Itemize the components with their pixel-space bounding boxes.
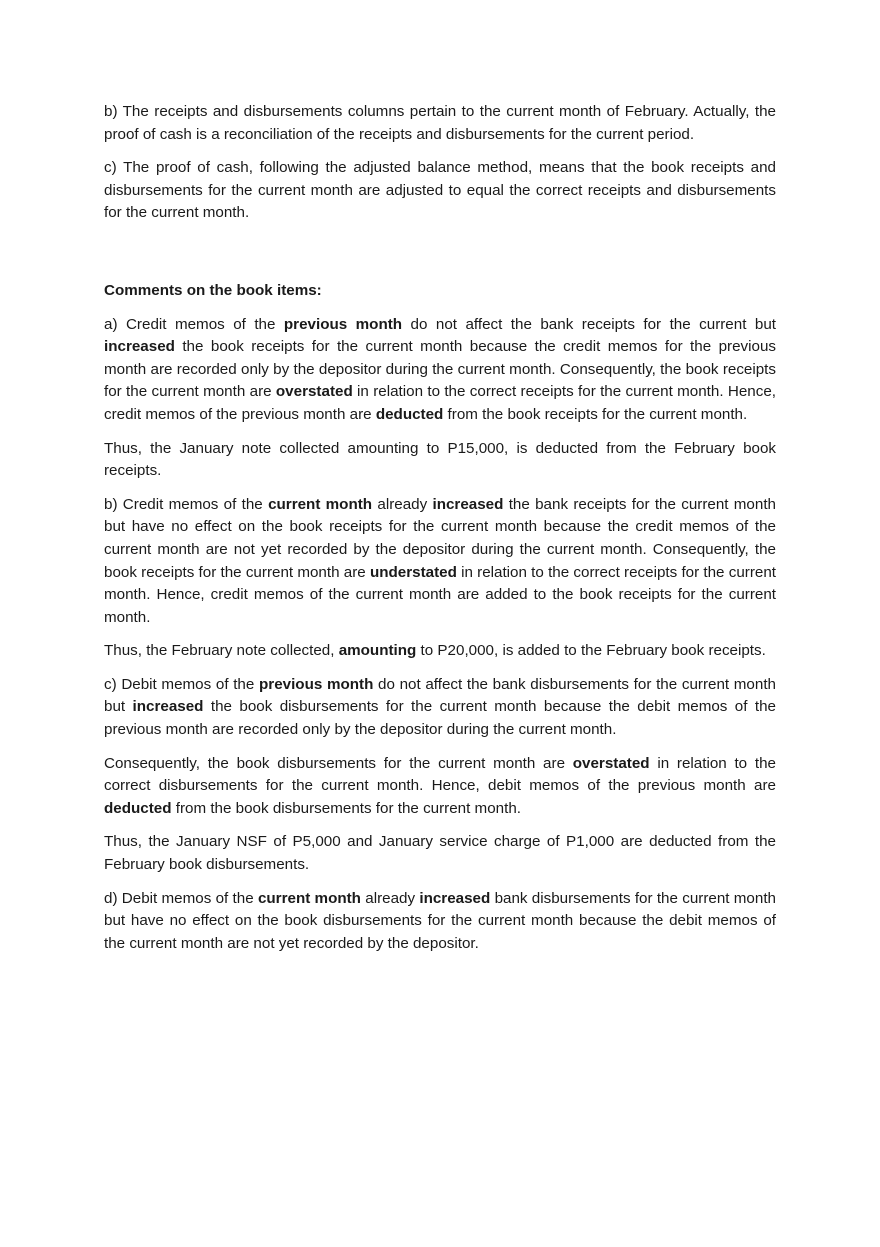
text-segment: a) Credit memos of the xyxy=(104,315,284,333)
comment-paragraph-2 xyxy=(104,438,776,483)
bold-term: increased xyxy=(104,338,175,356)
text-segment: the book disbursements for the current month because the debit memos of the previous month are recorded only by the depositor during the current month. xyxy=(104,698,776,739)
section-heading: Comments on the book items: xyxy=(104,281,322,299)
text-segment: to P20,000, is added to the February book receipts. xyxy=(416,642,766,660)
text-segment: in relation to the correct disbursements for the current month. Hence, debit memos of the previous month are xyxy=(104,754,776,795)
text-segment: the book receipts for the current month because the credit memos for the previous month are recorded only by the depositor during the current month. Consequently, the book receipts for the current month are xyxy=(104,338,776,401)
bold-term: current month xyxy=(257,889,361,907)
bold-term: deducted xyxy=(375,405,444,423)
bold-term: overstated xyxy=(275,383,353,401)
intro-paragraph-2 xyxy=(104,157,776,225)
text-segment: from the book receipts for the current month. xyxy=(443,405,748,423)
intro-paragraph-1 xyxy=(104,101,776,146)
text-segment: in relation to the correct receipts for the current month. Hence, credit memos of the previous month are xyxy=(104,383,776,423)
text-segment: already xyxy=(360,889,420,907)
text-segment: c) Debit memos of the xyxy=(104,675,259,693)
comment-paragraph-7 xyxy=(104,831,776,876)
comment-paragraph-8 xyxy=(104,888,776,956)
bold-term: understated xyxy=(369,563,457,581)
text-segment: already xyxy=(372,495,433,513)
text-segment: d) Debit memos of the xyxy=(104,889,258,907)
bold-term: current month xyxy=(268,495,373,513)
text-segment: do not affect the bank disbursements for the current month but xyxy=(104,675,776,716)
text-segment: bank disbursements for the current month but have no effect on the book disbursements for the current month because the debit memos of the current month are not yet recorded by the depositor. xyxy=(104,889,776,952)
comment-paragraph-1 xyxy=(104,314,776,427)
bold-term: increased xyxy=(432,495,504,513)
bold-term: previous month xyxy=(283,315,403,333)
bold-term: amounting xyxy=(338,642,417,660)
bold-term: previous month xyxy=(259,675,374,693)
comments-section xyxy=(104,314,776,956)
text-segment: Thus, the February note collected, xyxy=(104,642,339,660)
text-segment: b) Credit memos of the xyxy=(104,495,269,513)
bold-term: overstated xyxy=(572,754,650,772)
comment-paragraph-5 xyxy=(104,674,776,742)
intro-section xyxy=(104,101,776,225)
bold-term: increased xyxy=(419,889,491,907)
text-segment: Consequently, the book disbursements for the current month are xyxy=(104,754,573,772)
text-segment: the bank receipts for the current month but have no effect on the book receipts for the current month because the credit memos of the current month are not yet recorded by the depositor during the current month. Consequently, the book receipts for the current month are xyxy=(104,495,776,581)
comment-paragraph-3 xyxy=(104,494,776,630)
text-segment: c) The proof of cash, following the adjusted balance method, means that the book receipts and disbursements for the current month are adjusted to equal the correct receipts and disbursements for the current month. xyxy=(104,159,776,222)
text-segment: in relation to the correct receipts for the current month. Hence, credit memos of the current month are added to the book receipts for the current month. xyxy=(104,563,776,626)
comment-paragraph-4 xyxy=(104,640,776,663)
text-segment: from the book disbursements for the current month. xyxy=(171,799,521,817)
text-segment: b) The receipts and disbursements columns pertain to the current month of February. Actually, the proof of cash is a reconciliation of the receipts and disbursements for the current period. xyxy=(104,103,776,143)
bold-term: deducted xyxy=(104,799,172,817)
bold-term: increased xyxy=(132,698,204,716)
comment-paragraph-6 xyxy=(104,753,776,821)
text-segment: Thus, the January note collected amounting to P15,000, is deducted from the February book receipts. xyxy=(104,439,776,480)
text-segment: do not affect the bank receipts for the current but xyxy=(402,315,776,333)
text-segment: Thus, the January NSF of P5,000 and January service charge of P1,000 are deducted from the February book disbursements. xyxy=(104,833,776,874)
